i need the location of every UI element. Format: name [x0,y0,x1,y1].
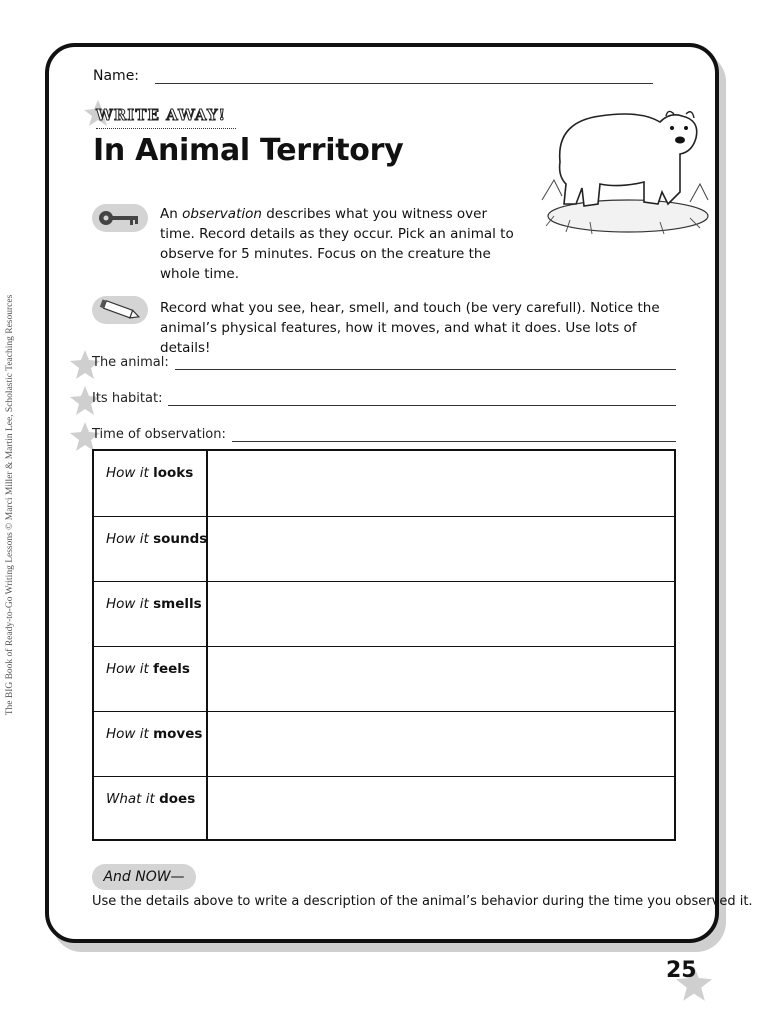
row-keyword: sounds [153,531,208,547]
badge-text: WRITE AWAY! [96,106,227,124]
row-prefix: How it [106,531,149,547]
row-label [106,596,202,612]
pencil-icon-pill [92,296,148,324]
key-instructions [160,204,526,284]
row-label [106,791,195,807]
observation-time-field [92,427,676,442]
table-row-looks [94,451,674,516]
row-label [106,661,190,677]
row-label [106,531,207,547]
key-icon-pill [92,204,148,232]
page-title: In Animal Territory [93,133,404,168]
row-prefix: How it [106,726,149,742]
observation-time-input-line[interactable] [232,431,676,442]
observation-time-label: Time of observation: [92,427,226,442]
polar-bear-illustration-icon [540,92,710,242]
row-keyword: smells [153,596,202,612]
key-text-before: An [160,206,183,222]
table-row-feels [94,647,674,712]
observation-table [92,449,676,841]
name-input-line[interactable] [155,71,653,84]
animal-field [92,355,676,370]
badge-underline [96,128,236,129]
animal-input-line[interactable] [175,359,676,370]
row-label [106,726,202,742]
name-label: Name: [93,68,140,84]
name-row [93,68,653,84]
table-row-sounds [94,517,674,582]
row-prefix: How it [106,661,149,677]
table-row-moves [94,712,674,777]
side-credit: The BIG Book of Ready-to-Go Writing Lessons © Marci Miller & Martin Lee, Scholastic Teaching Resources [5,294,15,716]
and-now-badge: And NOW— [92,864,196,890]
row-keyword: does [159,791,196,807]
key-icon [92,204,148,232]
row-prefix: How it [106,465,149,481]
habitat-field [92,391,676,406]
animal-label: The animal: [92,355,169,370]
row-keyword: feels [153,661,190,677]
row-label [106,465,193,481]
row-prefix: How it [106,596,149,612]
and-now-instructions: Use the details above to write a description of the animal’s behavior during the time you observed it. [92,894,753,909]
page-number: 25 [666,958,697,983]
table-row-does [94,777,674,839]
row-keyword: looks [153,465,194,481]
key-term: observation [182,206,262,222]
row-prefix: What it [106,791,155,807]
row-keyword: moves [153,726,203,742]
table-row-smells [94,582,674,647]
key-text-after: describes what you witness over time. Record details as they occur. Pick an animal to observe for 5 minutes. Focus on the creature the whole time. [160,206,514,282]
habitat-label: Its habitat: [92,391,163,406]
habitat-input-line[interactable] [168,395,676,406]
pencil-instructions: Record what you see, hear, smell, and touch (be very carefull). Notice the animal’s physical features, how it moves, and what it does. Use lots of details! [160,300,660,356]
pencil-icon [92,296,148,324]
